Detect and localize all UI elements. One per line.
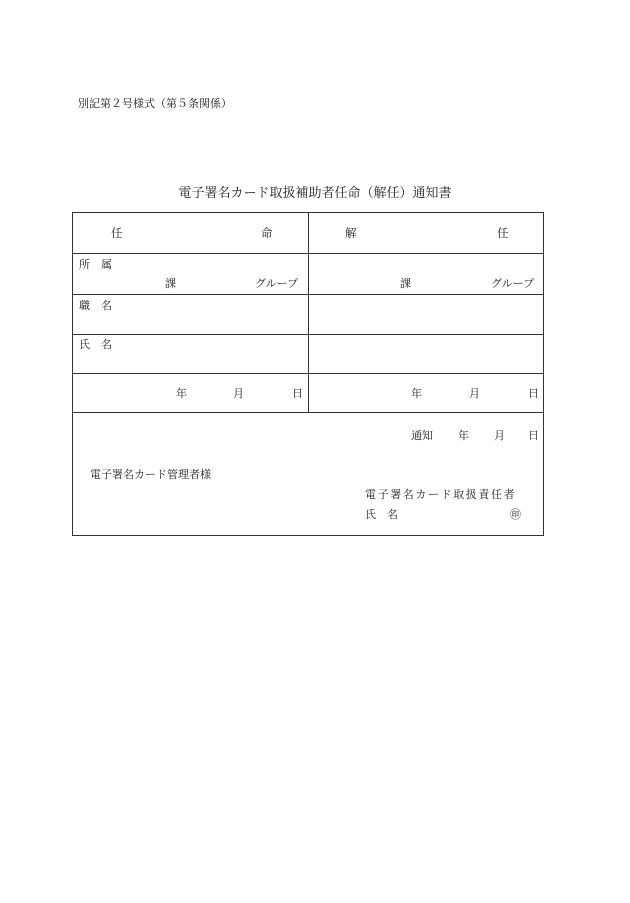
dismissal-year: 年 (411, 387, 422, 400)
dismissal-day: 日 (528, 387, 539, 400)
date-row-divider (73, 412, 543, 413)
appointment-year: 年 (176, 387, 187, 400)
appointment-month: 月 (233, 387, 244, 400)
addressee: 電子署名カード管理者様 (90, 468, 211, 481)
position-label: 職 名 (79, 299, 112, 312)
notice-label: 通知 (411, 429, 433, 442)
notice-day: 日 (528, 429, 539, 442)
notice-year: 年 (458, 429, 469, 442)
dismissal-header-right: 任 (497, 226, 509, 240)
affiliation-label: 所 属 (79, 258, 112, 271)
seal-mark: ㊞ (510, 508, 521, 521)
appointment-day: 日 (292, 387, 303, 400)
appointment-header-left: 任 (111, 226, 123, 240)
sender-title: 電子署名カード取扱責任者 (365, 488, 517, 501)
notification-form-table (72, 212, 544, 536)
column-divider (308, 213, 309, 412)
name-label: 氏 名 (79, 338, 112, 351)
dismissal-section-unit: 課 (400, 277, 411, 290)
appointment-header-right: 命 (261, 226, 273, 240)
appointment-section-unit: 課 (165, 277, 176, 290)
document-title: 電子署名カード取扱補助者任命（解任）通知書 (178, 186, 452, 201)
appointment-group-unit: グループ (255, 277, 299, 290)
dismissal-header-left: 解 (345, 226, 357, 240)
form-reference: 別記第２号様式（第５条関係） (78, 97, 232, 110)
notice-month: 月 (494, 429, 505, 442)
sender-name-label: 氏 名 (365, 508, 398, 521)
dismissal-group-unit: グループ (491, 277, 535, 290)
dismissal-month: 月 (469, 387, 480, 400)
